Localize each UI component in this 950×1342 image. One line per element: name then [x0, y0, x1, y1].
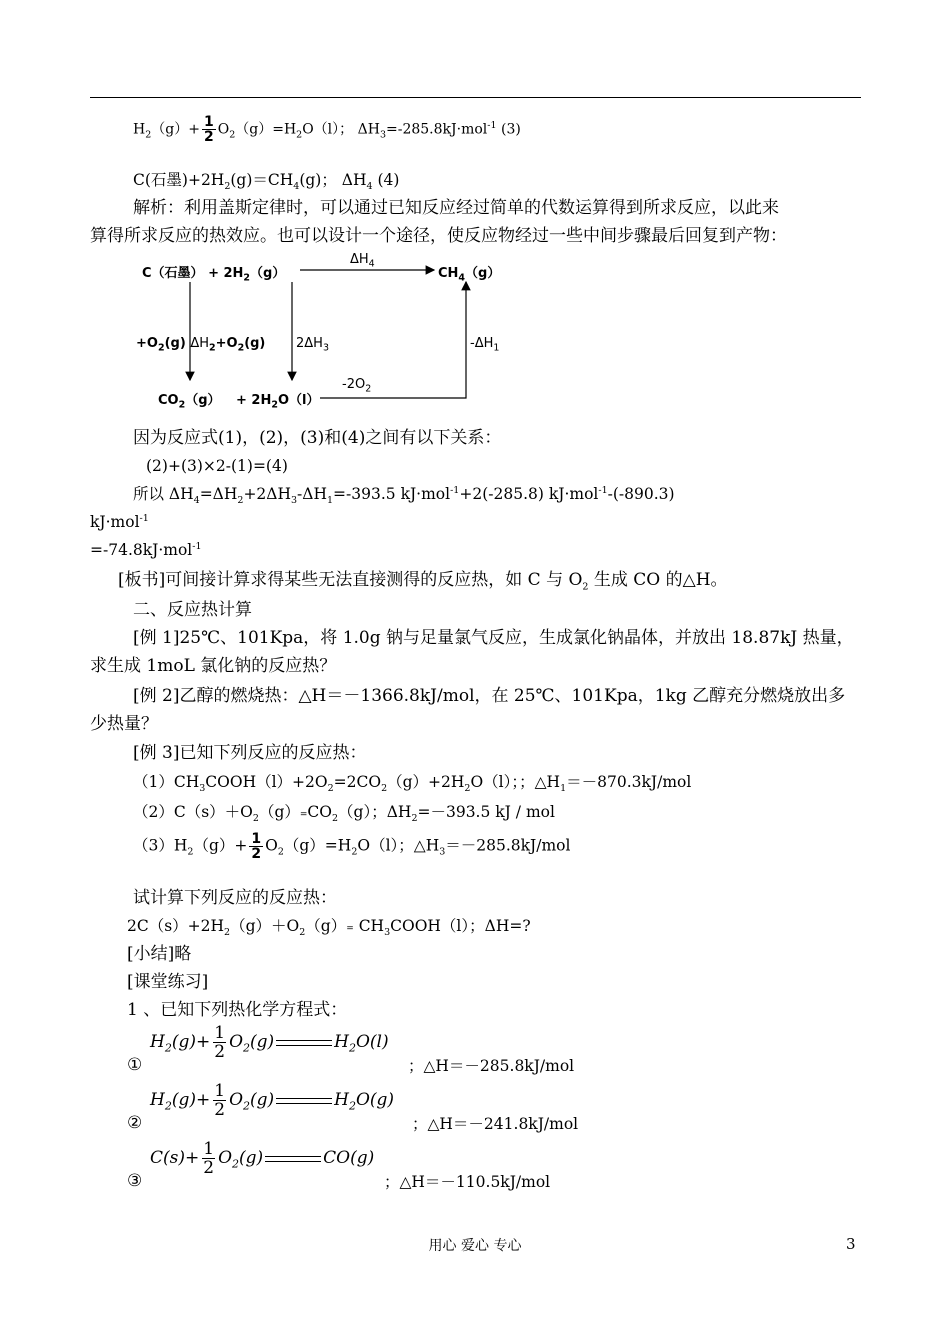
analysis-line-1: 解析：利用盖斯定律时，可以通过已知反应经过简单的代数运算得到所求反应，以此来: [133, 198, 779, 218]
section-2-heading: 二、反应热计算: [133, 600, 252, 620]
diagram-dh4-label: $\Delta H_4$: [350, 252, 375, 270]
diagram-mid-label: $2\Delta H_3$: [296, 336, 329, 354]
fraction-half: $\frac{1}{2}$: [203, 114, 214, 145]
reaction-1: $(1)CH_3COOH(l)+2O_2=2CO_2(g)+2H_2O(l)$；；$\triangle H_1=-870.3kJ$/mol: [133, 773, 692, 795]
reaction-3: $(3)H_2(g)+$ $\frac{1}{2}$ $O_2(g)=H_2O(l)$；$\triangle H_3=-285.8kJ$/mol: [133, 831, 571, 862]
diagram-reactants: C（石墨） + $2H_2(g)$: [142, 266, 286, 284]
practice-eq-3-dh: ；△H＝－110.5kJ/mol: [384, 1173, 551, 1191]
page-number: 3: [846, 1235, 856, 1253]
calc-result: =-74.8kJ·mol$^{-1}$: [90, 540, 202, 559]
practice-eq-3-marker: ③: [127, 1171, 143, 1191]
relation-intro: 因为反应式(1)，(2)，(3)和(4)之间有以下关系：: [133, 428, 502, 448]
calc-line: 所以 $\Delta H_4=\Delta H_2+2\Delta H_3-\Delta H_1=-393.5$ kJ·mol$^{-1}$+2(-285.8) kJ·mol$^{-1}$-(-890.3): [133, 484, 675, 507]
practice-1: 1 、已知下列热化学方程式：: [127, 1000, 348, 1020]
try-calc: 试计算下列反应的反应热：: [133, 888, 337, 908]
target-reaction: $2C(s)+2H_2(g)+O_2(g)=$ $CH_3COOH(l)$；ΔH=?: [127, 917, 531, 939]
hess-cycle-diagram: [132, 252, 532, 412]
summary: [小结]略: [127, 944, 192, 964]
practice-eq-2-dh: ；△H＝－241.8kJ/mol: [412, 1115, 579, 1133]
practice-eq-1: $H_2(g)+$ $\frac{1}{2}$ $O_2(g)$ $H_2O(l)$: [150, 1023, 389, 1062]
practice-heading: [课堂练习]: [127, 972, 209, 992]
diagram-h2o: + $2H_2O(l)$: [236, 393, 320, 411]
practice-eq-1-dh: ；△H＝－285.8kJ/mol: [408, 1057, 575, 1075]
diagram-product: $CH_4(g)$: [438, 266, 501, 284]
example-3-heading: [例 3]已知下列反应的反应热：: [133, 743, 367, 763]
footer-slogan: 用心 爱心 专心: [428, 1238, 522, 1254]
reaction-2: $(2)C(s)+O_2(g)=CO_2(g)$；$\Delta H_2=-393.5$ kJ / mol: [133, 803, 555, 825]
example-2-line-2: 少热量？: [90, 714, 158, 734]
diagram-right-label: $-\Delta H_1$: [470, 336, 500, 354]
board-note: [板书]可间接计算求得某些无法直接测得的反应热，如 C 与 $O_2$ 生成 CO 的△H。: [118, 570, 728, 593]
practice-eq-2: $H_2(g)+$ $\frac{1}{2}$ $O_2(g)$ $H_2O(g)$: [150, 1081, 395, 1120]
fraction-half: $\frac{1}{2}$: [251, 831, 262, 862]
example-1-line-1: [例 1]25℃、101Kpa，将 1.0g 钠与足量氯气反应，生成氯化钠晶体，并放出 18.87kJ 热量，: [133, 628, 854, 648]
calc-unit: kJ·mol$^{-1}$: [90, 512, 149, 531]
example-1-line-2: 求生成 1moL 氯化钠的反应热？: [90, 656, 337, 676]
header-rule: [90, 97, 861, 98]
relation-formula: (2)+(3)×2-(1)=(4): [146, 457, 288, 475]
equation-3: $H_2(g)+$ $\frac{1}{2}$ $O_2(g)=H_2O(l)$； $\Delta H_3=-285.8kJ\cdot mol^{-1}$ (3): [133, 114, 521, 145]
example-2-line-1: [例 2]乙醇的燃烧热：△H＝－1366.8kJ/mol，在 25℃、101Kpa，1kg 乙醇充分燃烧放出多: [133, 686, 846, 706]
diagram-left-label: $+O_2(g)$ $\Delta H_2+O_2(g)$: [136, 336, 266, 354]
diagram-minus-o2: $-2O_2$: [342, 377, 372, 395]
analysis-line-2: 算得所求反应的热效应。也可以设计一个途径，使反应物经过一些中间步骤最后回复到产物：: [90, 226, 787, 246]
practice-eq-3: C(s)+ $\frac{1}{2}$ $O_2(g)$ CO(g): [150, 1139, 375, 1178]
equation-4: C(石墨)$+2H_2(g)=CH_4(g)$； $\Delta H_4$ (4): [133, 171, 400, 193]
practice-eq-2-marker: ②: [127, 1113, 143, 1133]
diagram-co2: $CO_2(g)$: [158, 393, 221, 411]
practice-eq-1-marker: ①: [127, 1055, 143, 1075]
